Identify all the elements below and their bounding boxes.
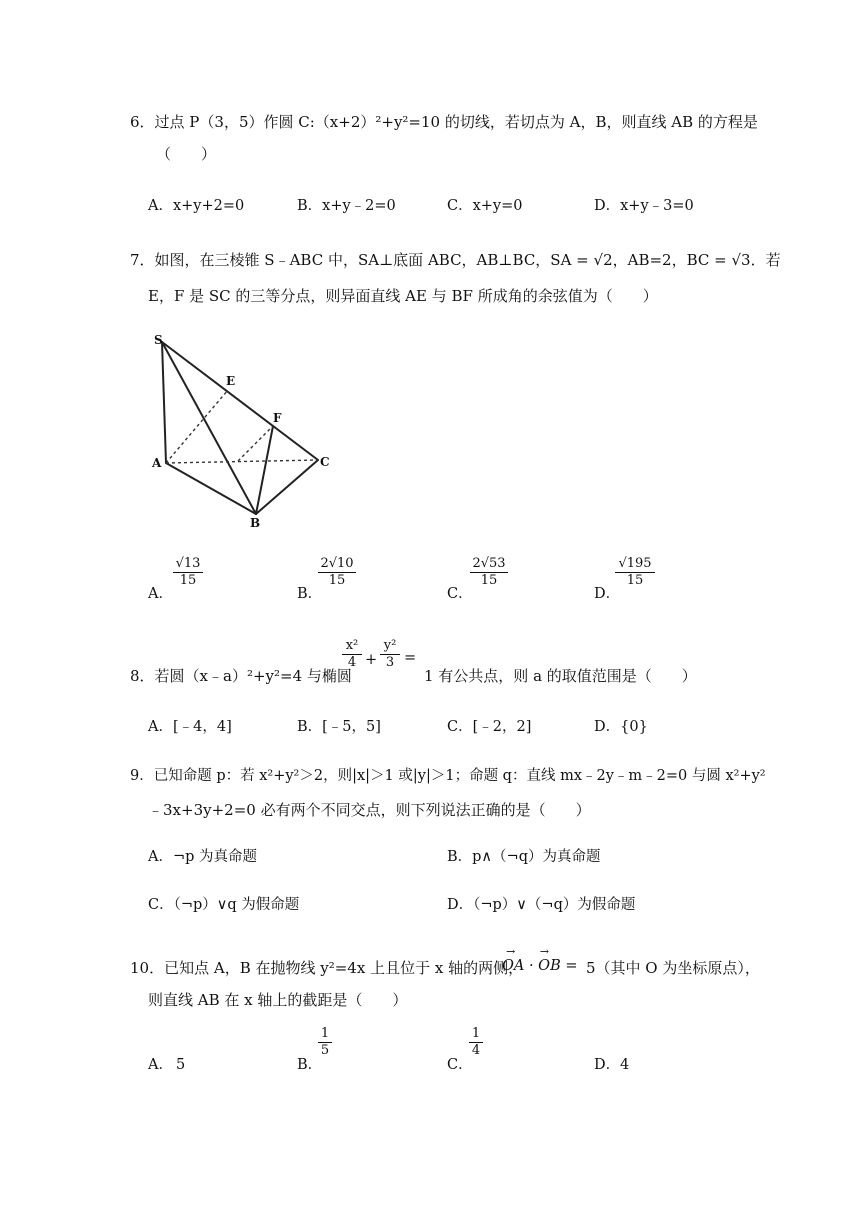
q7-option-a-num: √13 bbox=[173, 556, 203, 573]
label-f: F bbox=[273, 411, 282, 425]
q6-line2: （ ） bbox=[156, 145, 217, 163]
q10-vector-arrows: → → bbox=[506, 945, 549, 958]
q6-option-b: B．x+y﹣2=0 bbox=[297, 198, 396, 214]
q10-after: 5（其中 O 为坐标原点）， bbox=[586, 959, 760, 977]
q7-option-d-den: 15 bbox=[626, 573, 644, 588]
q8-plus: + bbox=[365, 652, 378, 668]
q6-option-c: C．x+y=0 bbox=[447, 198, 523, 214]
q10-vector-expression: OA · OB = bbox=[502, 958, 578, 974]
q8-frac2-den: 3 bbox=[385, 655, 395, 670]
q7-option-c-num: 2√53 bbox=[470, 556, 508, 573]
q10-option-a-letter: A． bbox=[148, 1057, 173, 1073]
q9-option-a: A．¬p 为真命题 bbox=[148, 849, 258, 865]
label-a: A bbox=[152, 456, 162, 470]
q9-line2: ﹣3x+3y+2=0 必有两个不同交点，则下列说法正确的是（ ） bbox=[148, 801, 591, 819]
q7-option-b-den: 15 bbox=[328, 573, 346, 588]
q10-option-c-den: 4 bbox=[471, 1043, 481, 1058]
q7-option-d-letter: D． bbox=[594, 586, 621, 602]
q6-option-a: A．x+y+2=0 bbox=[148, 198, 245, 214]
tetrahedron-figure bbox=[148, 330, 348, 530]
q7-option-c-den: 15 bbox=[480, 573, 498, 588]
q9-line1: 9．已知命题 p：若 x²+y²＞2，则|x|＞1 或|y|＞1；命题 q：直线 mx﹣2y﹣m﹣2=0 与圆 x²+y² bbox=[130, 768, 766, 784]
q7-option-c-fraction bbox=[470, 556, 508, 589]
q6-option-d: D．x+y﹣3=0 bbox=[594, 198, 694, 214]
q10-option-c-letter: C． bbox=[447, 1057, 473, 1073]
q8-frac1-den: 4 bbox=[347, 655, 357, 670]
q8-option-c: C．[﹣2，2] bbox=[447, 719, 532, 735]
q8-after: 1 有公共点，则 a 的取值范围是（ ） bbox=[424, 667, 697, 685]
q7-option-d-num: √195 bbox=[615, 556, 655, 573]
q9-option-c: C．（¬p）∨q 为假命题 bbox=[148, 897, 300, 913]
q7-option-b-letter: B． bbox=[297, 586, 323, 602]
q7-option-b-num: 2√10 bbox=[318, 556, 356, 573]
q8-option-d: D．{0} bbox=[594, 719, 648, 735]
q10-option-c-num: 1 bbox=[469, 1026, 483, 1043]
q7-option-a-fraction bbox=[173, 556, 203, 589]
q10-option-c-fraction bbox=[469, 1026, 483, 1059]
label-s: S bbox=[154, 333, 163, 347]
q8-frac1-num: x² bbox=[342, 638, 362, 655]
q8-fraction-y bbox=[380, 638, 400, 671]
q10-before: 10．已知点 A，B 在抛物线 y²=4x 上且位于 x 轴的两侧， bbox=[130, 959, 524, 977]
q10-option-b-fraction bbox=[318, 1026, 332, 1059]
q8-fraction-x bbox=[342, 638, 362, 671]
q9-option-b: B．p∧（¬q）为真命题 bbox=[447, 849, 601, 865]
q10-option-d-letter: D． bbox=[594, 1057, 621, 1073]
q10-option-b-den: 5 bbox=[320, 1043, 330, 1058]
q8-eq: = bbox=[404, 650, 417, 666]
q7-option-c-letter: C． bbox=[447, 586, 473, 602]
q7-option-a-letter: A． bbox=[148, 586, 173, 602]
q10-option-b-letter: B． bbox=[297, 1057, 323, 1073]
q10-line2: 则直线 AB 在 x 轴上的截距是（ ） bbox=[148, 991, 408, 1009]
q7-line2: E，F 是 SC 的三等分点，则异面直线 AE 与 BF 所成角的余弦值为（ ） bbox=[148, 287, 658, 305]
q10-option-a-text: 5 bbox=[176, 1057, 186, 1073]
q7-option-a-den: 15 bbox=[179, 573, 197, 588]
label-c: C bbox=[320, 455, 330, 469]
q6-line1: 6．过点 P（3，5）作圆 C:（x+2）²+y²=10 的切线，若切点为 A，B，则直线 AB 的方程是 bbox=[130, 113, 758, 131]
q7-line1: 7．如图，在三棱锥 S﹣ABC 中，SA⊥底面 ABC，AB⊥BC，SA = √2，AB=2，BC = √3．若 bbox=[130, 251, 781, 269]
q8-option-b: B．[﹣5，5] bbox=[297, 719, 381, 735]
q8-option-a: A．[﹣4，4] bbox=[148, 719, 232, 735]
q7-option-d-fraction bbox=[615, 556, 655, 589]
q7-option-b-fraction bbox=[318, 556, 356, 589]
q10-option-b-num: 1 bbox=[318, 1026, 332, 1043]
label-e: E bbox=[226, 374, 236, 388]
q10-option-d-text: 4 bbox=[620, 1057, 630, 1073]
q8-frac2-num: y² bbox=[380, 638, 400, 655]
label-b: B bbox=[250, 516, 261, 530]
q8-before: 8．若圆（x﹣a）²+y²=4 与椭圆 bbox=[130, 667, 352, 685]
q9-option-d: D．（¬p）∨（¬q）为假命题 bbox=[447, 897, 636, 913]
